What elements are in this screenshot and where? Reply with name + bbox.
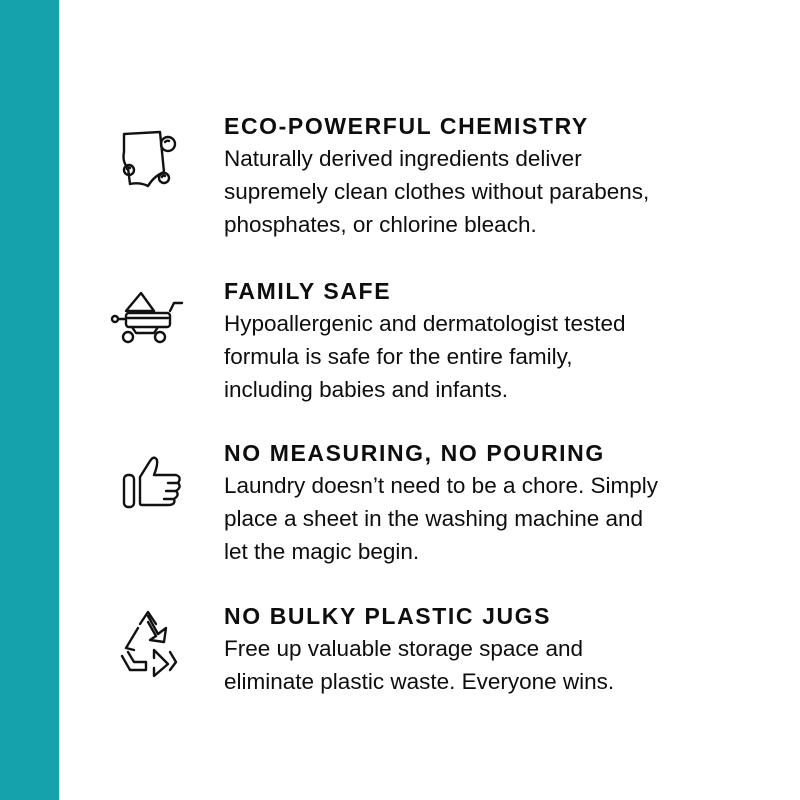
baby-stroller-icon [108,281,198,361]
feature-title: NO MEASURING, NO POURING [224,440,605,466]
feature-title: ECO-POWERFUL CHEMISTRY [224,113,589,139]
feature-description-line: Naturally derived ingredients deliver [224,146,582,171]
accent-sidebar [0,0,59,800]
recycle-icon [108,606,198,686]
detergent-sheet-icon [108,122,198,202]
thumbs-up-icon [108,447,198,527]
feature-description-line: Free up valuable storage space and [224,636,583,661]
feature-description-line: eliminate plastic waste. Everyone wins. [224,669,615,694]
feature-description-line: formula is safe for the entire family, [224,344,573,369]
feature-description-line: supremely clean clothes without parabens, [224,179,650,204]
feature-description-line: Hypoallergenic and dermatologist tested [224,311,626,336]
feature-description-line: place a sheet in the washing machine and [224,506,644,531]
feature-title: NO BULKY PLASTIC JUGS [224,603,552,629]
feature-title: FAMILY SAFE [224,278,392,304]
feature-description-line: Laundry doesn’t need to be a chore. Simply [224,473,659,498]
feature-description-line: including babies and infants. [224,377,508,402]
feature-description-line: phosphates, or chlorine bleach. [224,212,537,237]
feature-description-line: let the magic begin. [224,539,420,564]
